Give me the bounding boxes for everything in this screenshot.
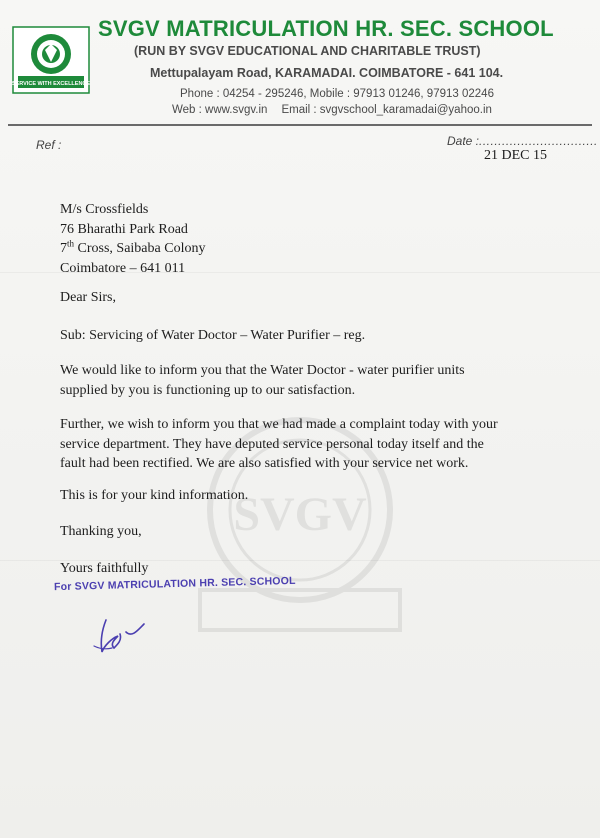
school-email: Email : svgvschool_karamadai@yahoo.in (281, 104, 492, 116)
subject-line: Sub: Servicing of Water Doctor – Water Purifier – reg. (60, 328, 366, 343)
school-web: Web : www.svgv.in (172, 104, 268, 116)
letterhead-divider (8, 124, 592, 126)
recipient-line-2: 76 Bharathi Park Road (60, 221, 188, 237)
ref-label: Ref : (36, 138, 62, 152)
paragraph-1: We would like to inform you that the Water Doctor - water purifier units supplied by you is functioning up to our satisfaction. (60, 363, 465, 398)
recipient-line-1: M/s Crossfields (60, 202, 149, 217)
recipient-line-4: Coimbatore – 641 011 (60, 260, 186, 276)
recipient-address (60, 200, 205, 278)
date-label: Date : (447, 134, 480, 148)
logo-motto: SERVICE WITH EXCELLENCE (12, 81, 90, 87)
school-name: SVGV MATRICULATION HR. SEC. SCHOOL (98, 16, 554, 41)
closing-line: Yours faithfully (60, 561, 149, 576)
thanks-line: Thanking you, (60, 524, 142, 539)
trust-name: (RUN BY SVGV EDUCATIONAL AND CHARITABLE TRUST) (134, 44, 481, 58)
watermark-logo-text: SVGV (233, 488, 367, 541)
signature (92, 610, 172, 660)
recipient-line-3: 7th Cross, Saibaba Colony (60, 238, 206, 256)
salutation: Dear Sirs, (60, 290, 116, 305)
date-dots: ............................... (479, 134, 598, 148)
date-label-line (447, 134, 598, 148)
letter-date: 21 DEC 15 (484, 148, 547, 163)
school-phone: Phone : 04254 - 295246, Mobile : 97913 01246, 97913 02246 (180, 88, 494, 100)
paragraph-2: Further, we wish to inform you that we had made a complaint today with your service department. They have deputed service personal today itself and the fault had been rectified. We are also satisfied with your service net work. (60, 417, 498, 471)
watermark-emblem (180, 360, 580, 700)
web-email-line (172, 104, 492, 116)
paragraph-3: This is for your kind information. (60, 488, 249, 503)
school-address: Mettupalayam Road, KARAMADAI. COIMBATORE - 641 104. (150, 66, 504, 80)
school-stamp: For SVGV MATRICULATION HR. SEC. SCHOOL (53, 574, 296, 594)
school-logo (12, 26, 90, 94)
